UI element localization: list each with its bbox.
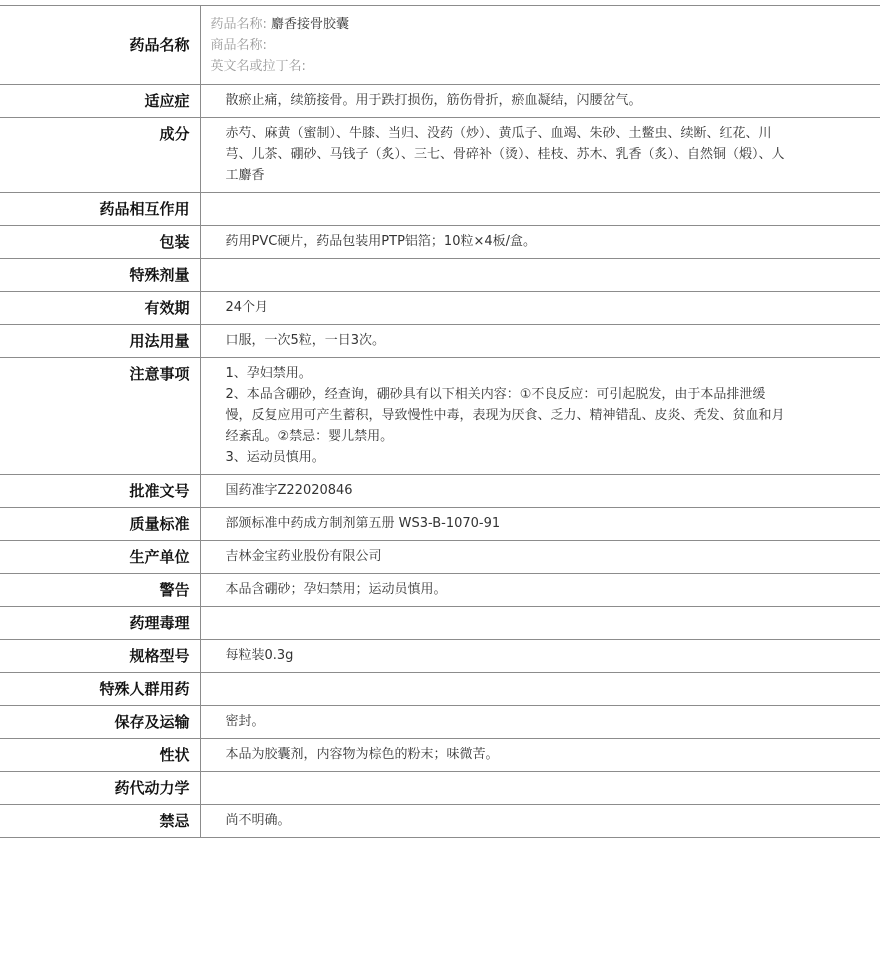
english-name-line xyxy=(211,56,871,77)
trade-name-key: 商品名称: xyxy=(210,38,267,53)
row-label: 保存及运输 xyxy=(0,706,200,739)
row-value: 吉林金宝药业股份有限公司 xyxy=(200,541,880,574)
row-label: 性状 xyxy=(0,739,200,772)
row-label: 有效期 xyxy=(0,292,200,325)
row-value: 口服，一次5粒，一日3次。 xyxy=(200,325,880,358)
row-label: 质量标准 xyxy=(0,508,200,541)
row-value: 散瘀止痛，续筋接骨。用于跌打损伤，筋伤骨折，瘀血凝结，闪腰岔气。 xyxy=(200,85,880,118)
row-label: 生产单位 xyxy=(0,541,200,574)
drug-spec-sheet xyxy=(0,5,880,838)
row-special-population xyxy=(0,673,880,706)
row-label: 药品名称 xyxy=(0,6,200,85)
row-value: 24个月 xyxy=(200,292,880,325)
row-label: 药品相互作用 xyxy=(0,193,200,226)
row-label: 批准文号 xyxy=(0,475,200,508)
row-warning xyxy=(0,574,880,607)
row-value: 每粒装0.3g xyxy=(200,640,880,673)
generic-name-line xyxy=(211,14,871,35)
row-label: 特殊人群用药 xyxy=(0,673,200,706)
row-label: 成分 xyxy=(0,118,200,193)
row-special-dosage xyxy=(0,259,880,292)
row-description xyxy=(0,739,880,772)
row-value xyxy=(200,673,880,706)
row-label: 注意事项 xyxy=(0,358,200,475)
row-ingredients xyxy=(0,118,880,193)
row-value: 密封。 xyxy=(200,706,880,739)
row-value: 尚不明确。 xyxy=(200,805,880,838)
row-value xyxy=(200,607,880,640)
row-interactions xyxy=(0,193,880,226)
row-value: 国药准字Z22020846 xyxy=(200,475,880,508)
row-storage xyxy=(0,706,880,739)
row-value xyxy=(200,193,880,226)
row-label: 适应症 xyxy=(0,85,200,118)
row-value xyxy=(200,772,880,805)
row-approval-number xyxy=(0,475,880,508)
row-label: 药代动力学 xyxy=(0,772,200,805)
row-contraindications xyxy=(0,805,880,838)
row-manufacturer xyxy=(0,541,880,574)
generic-name-value: 麝香接骨胶囊 xyxy=(271,17,350,32)
row-pharmacology xyxy=(0,607,880,640)
english-name-key: 英文名或拉丁名: xyxy=(210,59,306,74)
row-value: 1、孕妇禁用。 2、本品含硼砂，经查询，硼砂具有以下相关内容：①不良反应：可引起脱发，由于本品排泄缓慢，反复应用可产生蓄积，导致慢性中毒，表现为厌食、乏力、精神错乱、皮炎、秃发、贫血和月经紊乱。②禁忌：婴儿禁用。 3、运动员慎用。 xyxy=(200,358,880,475)
row-dosage xyxy=(0,325,880,358)
name-cell xyxy=(200,6,880,85)
trade-name-line xyxy=(211,35,871,56)
row-specification xyxy=(0,640,880,673)
row-shelf-life xyxy=(0,292,880,325)
row-packaging xyxy=(0,226,880,259)
row-label: 警告 xyxy=(0,574,200,607)
row-value xyxy=(200,259,880,292)
row-quality-standard xyxy=(0,508,880,541)
drug-spec-table xyxy=(0,5,880,838)
row-label: 包装 xyxy=(0,226,200,259)
row-label: 规格型号 xyxy=(0,640,200,673)
row-label: 药理毒理 xyxy=(0,607,200,640)
row-value: 部颁标准中药成方制剂第五册 WS3-B-1070-91 xyxy=(200,508,880,541)
row-value: 本品为胶囊剂，内容物为棕色的粉末；味微苦。 xyxy=(200,739,880,772)
row-label: 用法用量 xyxy=(0,325,200,358)
row-value: 本品含硼砂；孕妇禁用；运动员慎用。 xyxy=(200,574,880,607)
row-value: 药用PVC硬片，药品包装用PTP铝箔；10粒×4板/盒。 xyxy=(200,226,880,259)
generic-name-key: 药品名称: xyxy=(210,17,267,32)
row-drug-name xyxy=(0,6,880,85)
row-value: 赤芍、麻黄（蜜制）、牛膝、当归、没药（炒）、黄瓜子、血竭、朱砂、土鳖虫、续断、红花、川芎、儿茶、硼砂、马钱子（炙）、三七、骨碎补（烫）、桂枝、苏木、乳香（炙）、自然铜（煅）、人工麝香 xyxy=(200,118,880,193)
row-label: 特殊剂量 xyxy=(0,259,200,292)
row-precautions xyxy=(0,358,880,475)
row-pharmacokinetics xyxy=(0,772,880,805)
row-label: 禁忌 xyxy=(0,805,200,838)
row-indications xyxy=(0,85,880,118)
